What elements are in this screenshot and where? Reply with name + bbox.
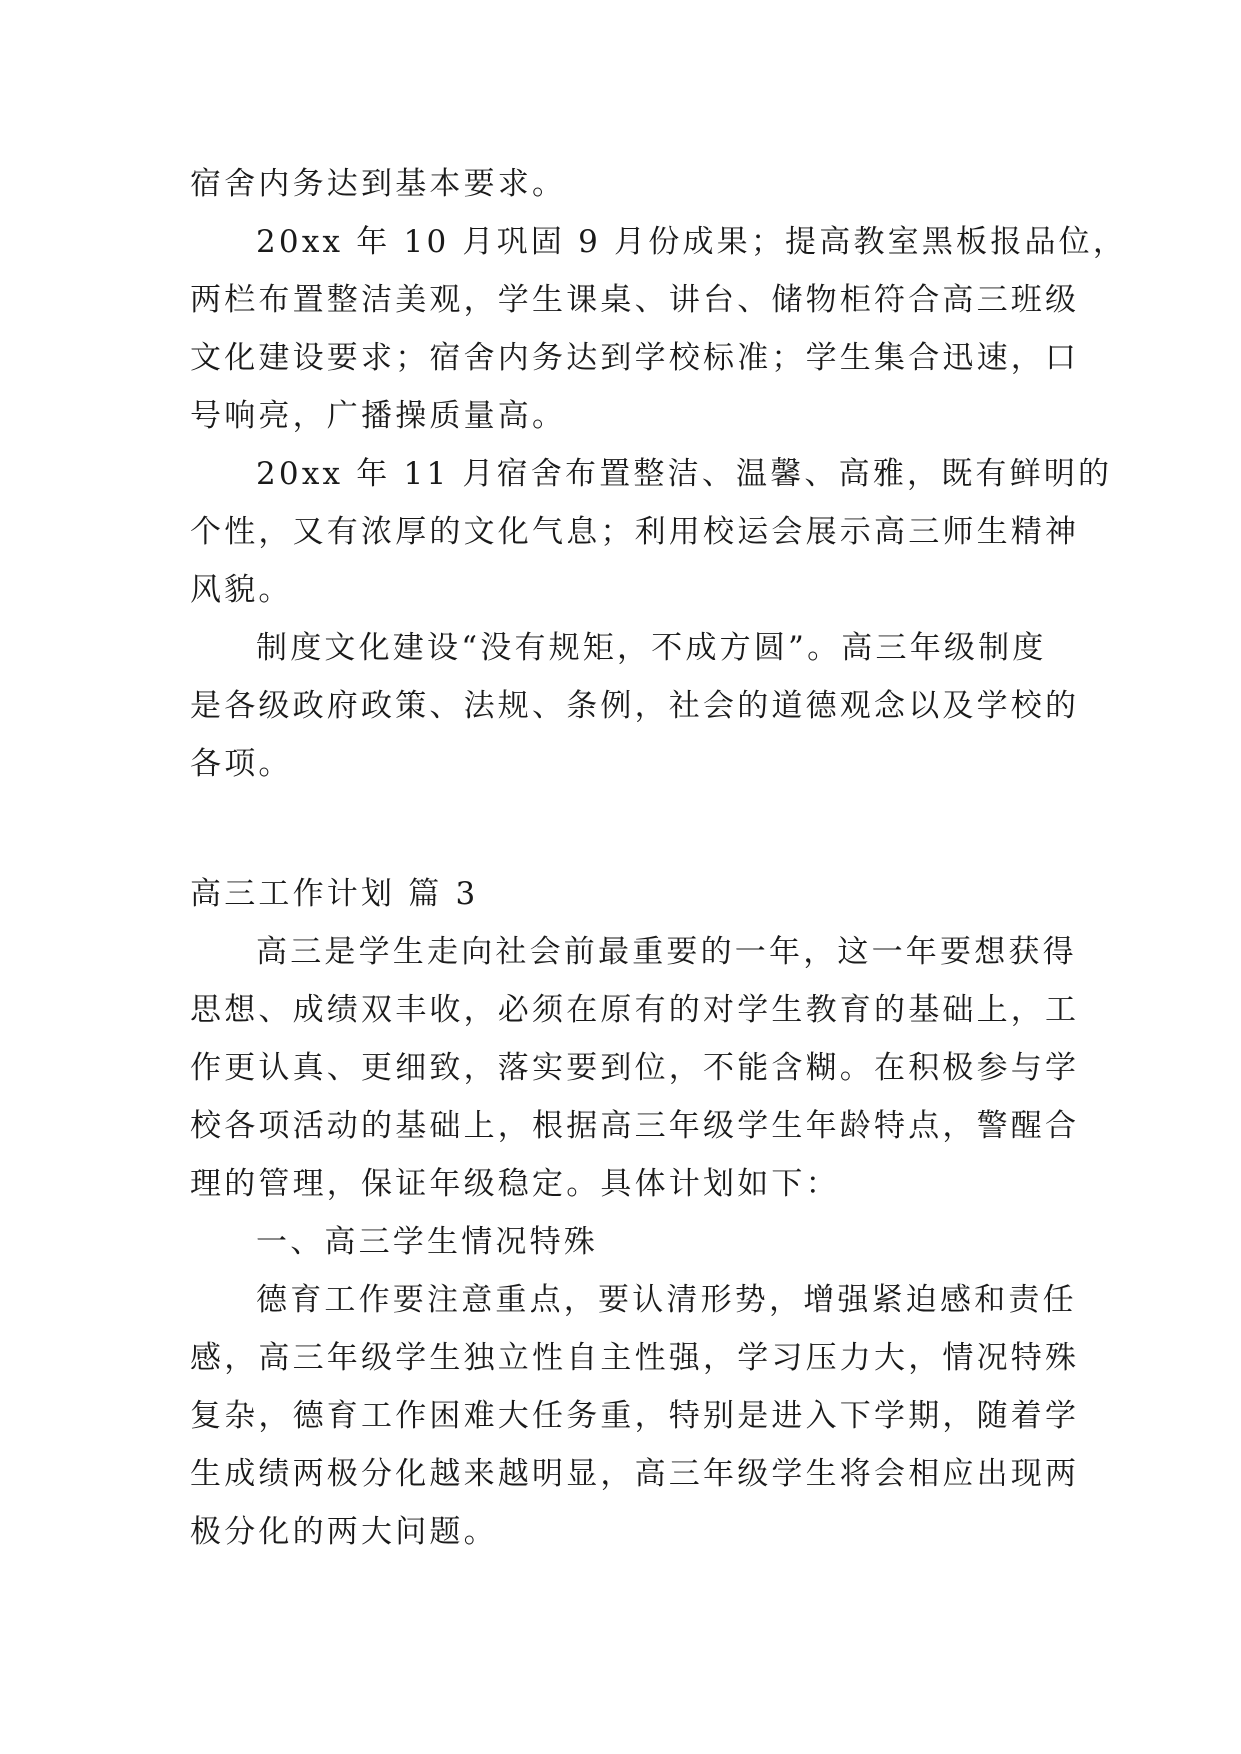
text-line: 文化建设要求；宿舍内务达到学校标准；学生集合迅速，口 [190,340,1080,376]
text-line: 思想、成绩双丰收，必须在原有的对学生教育的基础上，工 [190,992,1080,1028]
paragraph-institutional-culture [190,619,1080,793]
text-line: 校各项活动的基础上，根据高三年级学生年龄特点，警醒合 [190,1108,1080,1144]
subheading: 一、高三学生情况特殊 [256,1224,598,1260]
section-heading: 高三工作计划 篇 3 [190,876,479,912]
text-line: 德育工作要注意重点，要认清形势，增强紧迫感和责任 [256,1282,1077,1318]
text-line: 20xx 年 11 月宿舍布置整洁、温馨、高雅，既有鲜明的 [256,456,1113,492]
paragraph-october-plan [190,213,1128,445]
text-line: 是各级政府政策、法规、条例，社会的道德观念以及学校的 [190,688,1080,724]
paragraph-moral-education [190,1271,1080,1561]
text-line: 宿舍内务达到基本要求。 [190,166,567,202]
paragraph-dorm-requirement [190,155,1050,213]
document-page [190,155,1128,1561]
text-line: 20xx 年 10 月巩固 9 月份成果；提高教室黑板报品位， [256,224,1128,260]
paragraph-section3-intro [190,923,1080,1213]
text-line: 理的管理，保证年级稳定。具体计划如下： [190,1166,840,1202]
text-line: 作更认真、更细致，落实要到位，不能含糊。在积极参与学 [190,1050,1080,1086]
text-line: 风貌。 [190,572,293,608]
text-line: 号响亮，广播操质量高。 [190,398,567,434]
section-spacer [190,793,1050,865]
text-line: 生成绩两极分化越来越明显，高三年级学生将会相应出现两 [190,1456,1080,1492]
text-line: 高三是学生走向社会前最重要的一年，这一年要想获得 [256,934,1077,970]
paragraph-november-plan [190,445,1113,619]
text-line: 制度文化建设“没有规矩，不成方圆”。高三年级制度 [256,630,1047,666]
text-line: 极分化的两大问题。 [190,1514,498,1550]
text-line: 各项。 [190,746,293,782]
text-line: 两栏布置整洁美观，学生课桌、讲台、储物柜符合高三班级 [190,282,1080,318]
text-line: 复杂，德育工作困难大任务重，特别是进入下学期，随着学 [190,1398,1080,1434]
text-line: 感，高三年级学生独立性自主性强，学习压力大，情况特殊 [190,1340,1080,1376]
text-line: 个性，又有浓厚的文化气息；利用校运会展示高三师生精神 [190,514,1080,550]
